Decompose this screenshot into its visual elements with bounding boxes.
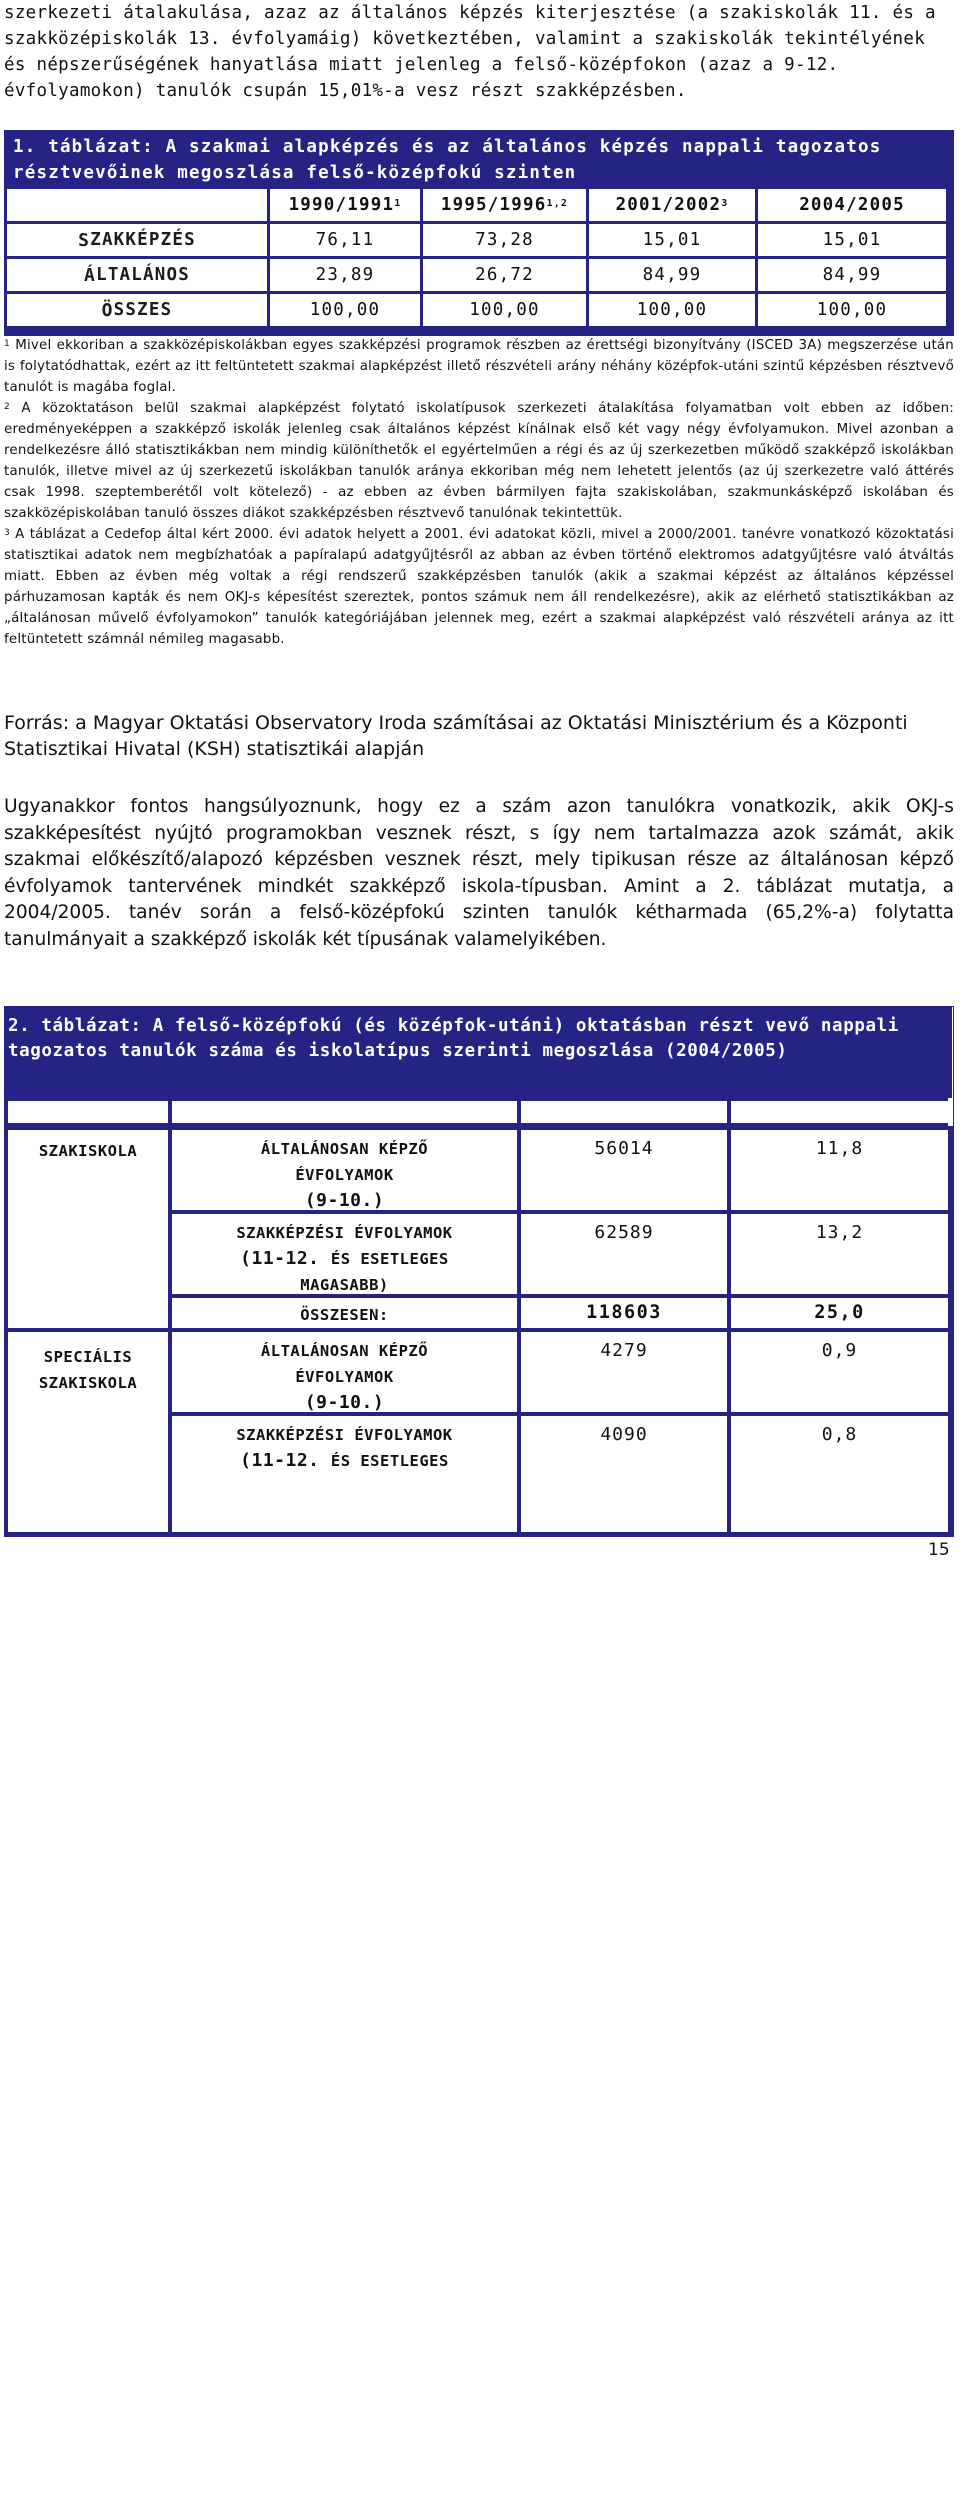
school-type-label: SZAKISKOLA [38, 1142, 138, 1160]
percent-cell: 11,8 [731, 1130, 948, 1210]
count-cell: 4279 [521, 1332, 727, 1412]
table-cell: 100,00 [423, 294, 586, 326]
grade-cell: ÁLTALÁNOSAN KÉPZŐ ÉVFOLYAMOK (9-10.) [172, 1130, 517, 1210]
count-cell: 56014 [521, 1130, 727, 1210]
table-row [7, 259, 951, 291]
row-label: S ZAKKÉPZÉS [7, 224, 267, 256]
table-cell: 15,01 [589, 224, 755, 256]
table-2-body [4, 1126, 954, 1536]
page-number: 15 [928, 1540, 950, 1560]
table-cell: 23,89 [270, 259, 420, 291]
intro-line: évfolyamokon) tanulók csupán 15,01%-a vesz részt szakképzésben. [4, 81, 687, 101]
intro-line: szakközépiskolák 13. évfolyamáig) következtében, valamint a szakiskolák tekintélyének [4, 29, 926, 49]
count-cell: 62589 [521, 1214, 727, 1294]
school-type-label: SPECIÁLIS [43, 1348, 133, 1366]
table-cell: 84,99 [758, 259, 946, 291]
footnote: $^1$ Mivel ekkoriban a szakközépiskolákban egyes szakképzési programok részben az érettségi bizonyítvány (ISCED 3A) megszerzése után is folytatódhattak, ezért az itt feltüntetett szakmai alapképzést illető részvételi arány néhány középfok-utáni szintű képzésben résztvevő tanulót is magába foglal. [4, 338, 954, 395]
grade-cell: SZAKKÉPZÉSI ÉVFOLYAMOK (11-12. ÉS ESETLEGES [172, 1416, 517, 1532]
table-cell: 26,72 [423, 259, 586, 291]
intro-line: szerkezeti átalakulása, azaz az általános képzés kiterjesztése (a szakiskolák 11. és a [4, 3, 936, 23]
table-2-spacer-row [4, 1098, 948, 1126]
table-cell: 76,11 [270, 224, 420, 256]
table-row [7, 224, 951, 256]
table-cell: 100,00 [758, 294, 946, 326]
footnote: $^3$ A táblázat a Cedefop által kért 2000. évi adatok helyett a 2001. évi adatokat közli, mivel a 2000/2001. tanévre vonatkozó közoktatási statisztikai adatok nem megbízhatóak a papíralapú adatgyűjtésről az abban az évben történő elektromos adatgyűjtésre való átváltás miatt. Ebben az évben még voltak a régi rendszerű szakképzésben tanulók (akik a szakmai képzést az általános képzéssel párhuzamosan kapták és nem OKJ-s képesítést szereztek, pontos számuk nem áll rendelkezésre), akik az elérhető statisztikákban az „általánosan művelő évfolyamokon” tanulók kategóriájában jelennek meg, ezért a szakmai alapképzést való részvételi aránya az itt feltüntetett számnál némileg magasabb. [4, 527, 954, 647]
table-cell: 100,00 [589, 294, 755, 326]
table-cell: 100,00 [270, 294, 420, 326]
empty-header-cell [7, 189, 267, 221]
table-cell: 84,99 [589, 259, 755, 291]
table-cell: 73,28 [423, 224, 586, 256]
row-label: Á LTALÁNOS [7, 259, 267, 291]
school-type-cell [8, 1332, 168, 1532]
source-note: Forrás: a Magyar Oktatási Observatory Iroda számításai az Oktatási Minisztérium és a Központi Statisztikai Hivatal (KSH) statisztikái alapján [4, 712, 908, 760]
footnote: $^2$ A közoktatáson belül szakmai alapképzést folytató iskolatípusok szerkezeti átalakítása folyamatban volt ebben az időben: eredményeképpen a szakképző iskolák jelenleg csak általános képzést kínálnak első két vagy négy évfolyamukon. Mivel azonban a rendelkezésre álló statisztikákban nem mindig különíthetők el egyértelműen a régi és az új szerkezetben működő szakképző iskolákban tanulók, illetve mivel az új szerkezetű iskolákban tanulók aránya ekkoriban még nem lehetett jelentős (az új szerkezetre való áttérés csak 1998. szeptemberétől volt kötelező) - az ebben az évben bármilyen fajta szakiskolában, szakmunkásképző iskolában és szakközépiskolában tanuló összes diákot szakképzésben résztvevő tanulónak tekintettük. [4, 401, 954, 521]
total-percent-cell: 25,0 [731, 1298, 948, 1328]
total-label-cell: ÖSSZESEN: [172, 1298, 517, 1328]
table-1 [4, 130, 954, 336]
row-label: Ö SSZES [7, 294, 267, 326]
table-2-title: 2. táblázat: A felső-középfokú (és középfok-utáni) oktatásban részt vevő nappali tagozatos tanulók száma és iskolatípus szerinti megoszlása (2004/2005) [4, 1006, 952, 1098]
total-count-cell: 118603 [521, 1298, 727, 1328]
intro-line: és népszerűségének hanyatlása miatt jelenleg a felső-középfokon (azaz a 9-12. [4, 55, 839, 75]
percent-cell: 0,9 [731, 1332, 948, 1412]
school-type-cell [8, 1130, 168, 1328]
table-1-title [7, 134, 951, 186]
school-type-label: SZAKISKOLA [38, 1374, 138, 1392]
table-1-title-line: résztvevőinek megoszlása felső-középfokú szinten [13, 163, 577, 183]
table-2 [4, 1006, 954, 2511]
table-1-title-line: 1. táblázat: A szakmai alapképzés és az általános képzés nappali tagozatos [13, 137, 882, 157]
percent-cell: 13,2 [731, 1214, 948, 1294]
body-paragraph: Ugyanakkor fontos hangsúlyoznunk, hogy ez a szám azon tanulókra vonatkozik, akik OKJ-s szakképesítést nyújtó programokban vesznek részt, s így nem tartalmazza azok számát, akik szakmai előkészítő/alapozó képzésben vesznek részt, mely tipikusan része az általánosan képző évfolyamok tantervének mindkét szakképző iskola-típusban. Amint a 2. táblázat mutatja, a 2004/2005. tanév során a felső-középfokú szinten tanulók kétharmada (65,2%-a) folytatta tanulmányait a szakképző iskolák két típusának valamelyikében. [4, 796, 954, 950]
table-row [7, 294, 951, 326]
header-cell: 2001/2002 $^3$ [589, 189, 755, 221]
header-cell: 2004/2005 [758, 189, 946, 221]
table-1-header-row [7, 189, 951, 221]
grade-cell: ÁLTALÁNOSAN KÉPZŐ ÉVFOLYAMOK (9-10.) [172, 1332, 517, 1412]
percent-cell: 0,8 [731, 1416, 948, 1532]
grade-cell: SZAKKÉPZÉSI ÉVFOLYAMOK (11-12. ÉS ESETLEGES MAGASABB) [172, 1214, 517, 1294]
header-cell: 1995/1996 $^{1,2}$ [423, 189, 586, 221]
intro-paragraph [4, 0, 954, 104]
count-cell: 4090 [521, 1416, 727, 1532]
table-cell: 15,01 [758, 224, 946, 256]
header-cell: 1990/1991 $^1$ [270, 189, 420, 221]
table-1-footnotes [4, 335, 954, 650]
